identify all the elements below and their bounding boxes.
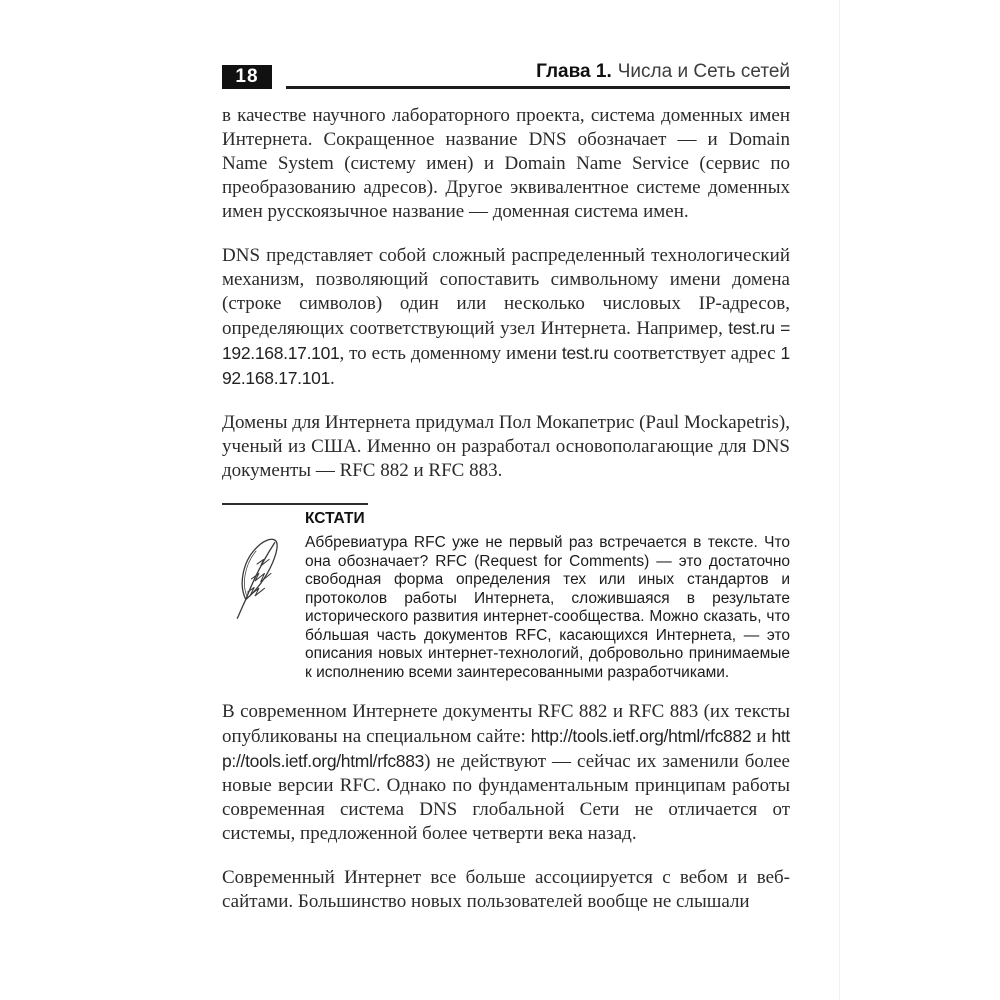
- paragraphs-before: [222, 104, 790, 483]
- paragraphs-after: [222, 700, 790, 914]
- aside-label: КСТАТИ: [305, 510, 365, 527]
- quill-feather-icon: [222, 534, 305, 682]
- paragraph: в качестве научного лабораторного проекта, система доменных имен Интернета. Сокращенное название DNS обозначает — и Domain Name System (систему имен) и Domain Name Service (сервис по преобразованию адресов). Другое эквивалентное системе доменных имен русскоязычное название — доменная система имен.: [222, 105, 790, 222]
- aside-text: Аббревиатура RFC уже не первый раз встречается в тексте. Что она обозначает? RFC (Request for Comments) — это достаточно свободная форма определения тех или иных стандартов и протоколов работы Интернета, сложившаяся в результате исторического развития интернет-сообщества. Можно сказать, что бо́льшая часть документов RFC, касающихся Интернета, — это описания новых интернет-технологий, добровольно принимаемые к исполнению всеми заинтересованными разработчиками.: [305, 534, 790, 681]
- chapter-label: Глава 1.: [536, 61, 612, 82]
- chapter-heading: [286, 61, 790, 89]
- page-number-badge: 18: [222, 65, 272, 89]
- paragraph: Домены для Интернета придумал Пол Мокапетрис (Paul Mockapetris), ученый из США. Именно он разработал основополагающие для DNS документы — RFC 882 и RFC 883.: [222, 412, 790, 481]
- paragraph: Современный Интернет все больше ассоциируется с вебом и веб-сайтами. Большинство новых пользователей вообще не слышали: [222, 867, 790, 912]
- paragraph: В современном Интернете документы RFC 882 и RFC 883 (их тексты опубликованы на специальном сайте: http://tools.ietf.org/html/rfc882 и http://tools.ietf.org/html/rfc883) не действуют — сейчас их заменили более новые версии RFC. Однако по фундаментальным принципам работы современная система DNS глобальной Сети не отличается от системы, предложенной более четверти века назад.: [222, 701, 790, 844]
- aside-note: [222, 503, 790, 682]
- chapter-title: Числа и Сеть сетей: [617, 61, 790, 82]
- aside-body: [222, 534, 790, 682]
- book-page: [222, 0, 790, 914]
- page-scan-edge: [839, 0, 840, 1000]
- page-header: [222, 61, 790, 89]
- aside-divider: [222, 503, 368, 505]
- paragraph: DNS представляет собой сложный распределенный технологический механизм, позволяющий сопоставить символьному имени домена (строке символов) один или несколько числовых IP-адресов, определяющих соответствующий узел Интернета. Например, test.ru = 192.168.17.101, то есть доменному имени test.ru соответствует адрес 192.168.17.101.: [222, 245, 790, 389]
